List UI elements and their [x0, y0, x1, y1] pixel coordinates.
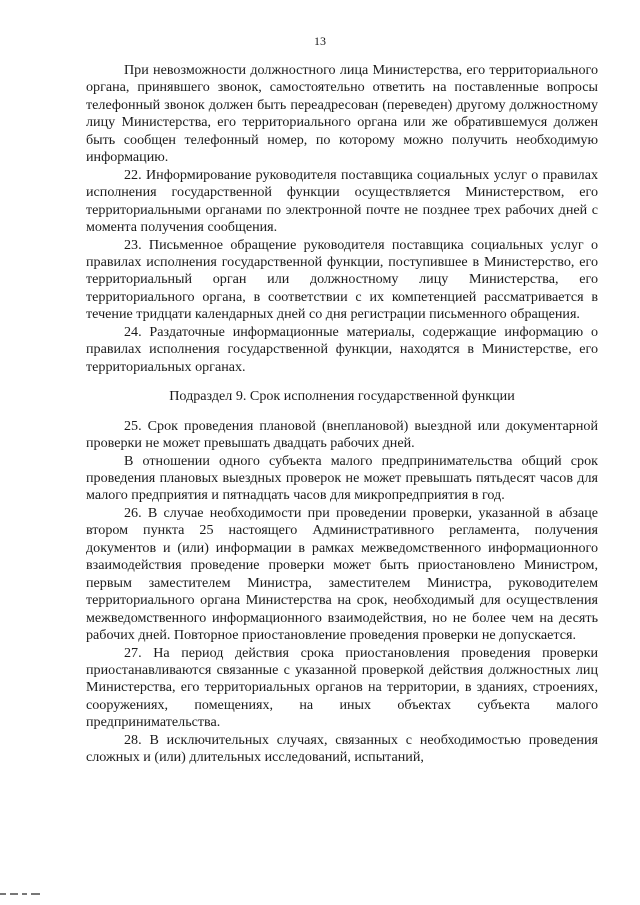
- paragraph-26: 26. В случае необходимости при проведении проверки, указанной в абзаце втором пункта 25 настоящего Административного регламента, получения документов и (или) информации в рамках межведомственного информационного взаимодействия проведение проверки может быть приостановлено Министром, первым заместителем Министра, заместителем Министра, руководителем территориального органа Министерства на срок, необходимый для осуществления межведомственного информационного взаимодействия, но не более чем на десять рабочих дней. Повторное приостановление проведения проверки не допускается.: [86, 504, 598, 644]
- scan-mark: [22, 893, 27, 895]
- paragraph-23: 23. Письменное обращение руководителя поставщика социальных услуг о правилах исполнения государственной функции, поступившее в Министерство, его территориальный орган или должностному лицу Министерства, его территориального органа, в соответствии с их компетенцией рассматривается в течение тридцати календарных дней со дня регистрации письменного обращения.: [86, 236, 598, 323]
- subsection-heading: Подраздел 9. Срок исполнения государственной функции: [169, 388, 515, 405]
- paragraph-28: 28. В исключительных случаях, связанных с необходимостью проведения сложных и (или) длительных исследований, испытаний,: [86, 731, 598, 766]
- paragraph-22: 22. Информирование руководителя поставщика социальных услуг о правилах исполнения государственной функции осуществляется Министерством, его территориальными органами по электронной почте не позднее трех рабочих дней с момента получения сообщения.: [86, 166, 598, 236]
- paragraph-27: 27. На период действия срока приостановления проведения проверки приостанавливаются связанные с указанной проверкой действия должностных лиц Министерства, его территориальных органов на территории, в зданиях, строениях, сооружениях, помещениях, на иных объектах субъекта малого предпринимательства.: [86, 644, 598, 731]
- paragraph-25-small-business: В отношении одного субъекта малого предпринимательства общий срок проведения плановых выездных проверок не может превышать пятьдесят часов для малого предприятия и пятнадцать часов для микропредприятия в год.: [86, 452, 598, 504]
- paragraph-25: 25. Срок проведения плановой (внеплановой) выездной или документарной проверки не может превышать двадцать рабочих дней.: [86, 417, 598, 452]
- paragraph-24: 24. Раздаточные информационные материалы, содержащие информацию о правилах исполнения государственной функции, находятся в Министерстве, его территориальных органах.: [86, 323, 598, 375]
- document-body: [86, 62, 598, 767]
- scan-mark: [0, 893, 6, 895]
- page-number: 13: [314, 34, 326, 48]
- paragraph-phone-redirect: При невозможности должностного лица Министерства, его территориального органа, принявшего звонок, самостоятельно ответить на поставленные вопросы телефонный звонок должен быть переадресован (переведен) другому должностному лицу Министерства, его территориального органа или же обратившемуся должен быть сообщен телефонный номер, по которому можно получить необходимую информацию.: [86, 62, 598, 166]
- scan-artifact: [0, 893, 60, 896]
- scan-mark: [31, 893, 40, 895]
- scan-mark: [10, 893, 18, 895]
